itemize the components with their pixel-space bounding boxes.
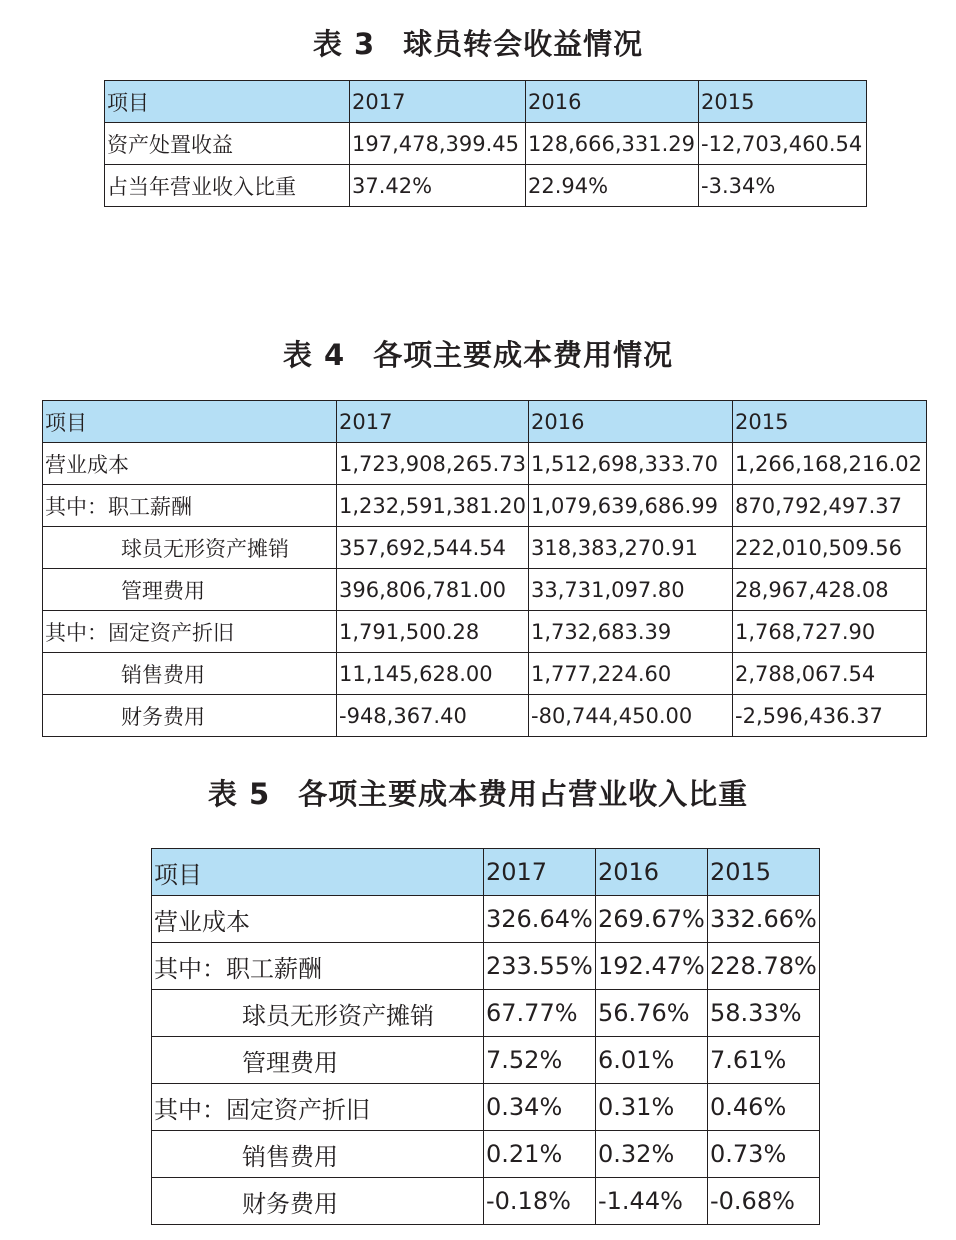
table-cell: 1,512,698,333.70 bbox=[529, 443, 733, 485]
table-cell: 269.67% bbox=[596, 896, 708, 943]
row-label: 财务费用 bbox=[43, 695, 337, 737]
header-cell: 2017 bbox=[350, 81, 526, 123]
table-cell: 228.78% bbox=[708, 943, 820, 990]
row-label: 资产处置收益 bbox=[105, 123, 350, 165]
table-cell: 0.73% bbox=[708, 1131, 820, 1178]
header-cell: 2016 bbox=[596, 849, 708, 896]
table-cell: 0.31% bbox=[596, 1084, 708, 1131]
table-header-row bbox=[43, 401, 927, 443]
table-cell: 1,232,591,381.20 bbox=[337, 485, 529, 527]
table-cell: 6.01% bbox=[596, 1037, 708, 1084]
table5 bbox=[151, 848, 820, 1225]
table-cell: -3.34% bbox=[699, 165, 867, 207]
table-cell: -12,703,460.54 bbox=[699, 123, 867, 165]
table-cell: 1,732,683.39 bbox=[529, 611, 733, 653]
row-label: 营业成本 bbox=[152, 896, 484, 943]
table-cell: 222,010,509.56 bbox=[733, 527, 927, 569]
header-cell: 2015 bbox=[708, 849, 820, 896]
header-cell: 项目 bbox=[105, 81, 350, 123]
table-cell: 318,383,270.91 bbox=[529, 527, 733, 569]
table-cell: -80,744,450.00 bbox=[529, 695, 733, 737]
table4 bbox=[42, 400, 927, 737]
table-row bbox=[105, 165, 867, 207]
table-row bbox=[43, 527, 927, 569]
table-cell: 357,692,544.54 bbox=[337, 527, 529, 569]
table-cell: 7.61% bbox=[708, 1037, 820, 1084]
table-row bbox=[43, 653, 927, 695]
row-label: 占当年营业收入比重 bbox=[105, 165, 350, 207]
table-cell: 1,777,224.60 bbox=[529, 653, 733, 695]
table-cell: 0.34% bbox=[484, 1084, 596, 1131]
table-row bbox=[152, 1178, 820, 1225]
table-cell: 22.94% bbox=[526, 165, 699, 207]
table-cell: 0.21% bbox=[484, 1131, 596, 1178]
row-label: 球员无形资产摊销 bbox=[152, 990, 484, 1037]
table-row bbox=[105, 123, 867, 165]
row-label: 其中：固定资产折旧 bbox=[43, 611, 337, 653]
header-cell: 2017 bbox=[337, 401, 529, 443]
table5-caption-number: 表 5 bbox=[207, 777, 271, 811]
table-row bbox=[43, 695, 927, 737]
table-cell: 11,145,628.00 bbox=[337, 653, 529, 695]
table-cell: 1,079,639,686.99 bbox=[529, 485, 733, 527]
header-cell: 2015 bbox=[733, 401, 927, 443]
table-row bbox=[43, 611, 927, 653]
row-label: 管理费用 bbox=[152, 1037, 484, 1084]
table-cell: 233.55% bbox=[484, 943, 596, 990]
table-cell: 197,478,399.45 bbox=[350, 123, 526, 165]
table-cell: -2,596,436.37 bbox=[733, 695, 927, 737]
table-row bbox=[152, 1131, 820, 1178]
table-header-row bbox=[152, 849, 820, 896]
table-row bbox=[43, 569, 927, 611]
table-cell: 1,266,168,216.02 bbox=[733, 443, 927, 485]
row-label: 管理费用 bbox=[43, 569, 337, 611]
row-label: 其中：固定资产折旧 bbox=[152, 1084, 484, 1131]
table-row bbox=[152, 943, 820, 990]
header-cell: 项目 bbox=[43, 401, 337, 443]
table-cell: 2,788,067.54 bbox=[733, 653, 927, 695]
table-cell: 33,731,097.80 bbox=[529, 569, 733, 611]
table4-caption-number: 表 4 bbox=[282, 338, 346, 372]
table-cell: 37.42% bbox=[350, 165, 526, 207]
row-label: 其中：职工薪酬 bbox=[152, 943, 484, 990]
table-row bbox=[43, 485, 927, 527]
table-row bbox=[152, 1037, 820, 1084]
table-row bbox=[152, 896, 820, 943]
table-cell: 1,768,727.90 bbox=[733, 611, 927, 653]
table-cell: 56.76% bbox=[596, 990, 708, 1037]
header-cell: 2015 bbox=[699, 81, 867, 123]
table-row bbox=[152, 1084, 820, 1131]
table3 bbox=[104, 80, 867, 207]
table-cell: 0.46% bbox=[708, 1084, 820, 1131]
header-cell: 2016 bbox=[526, 81, 699, 123]
header-cell: 2016 bbox=[529, 401, 733, 443]
row-label: 销售费用 bbox=[152, 1131, 484, 1178]
table-cell: -0.68% bbox=[708, 1178, 820, 1225]
table3-caption-number: 表 3 bbox=[312, 27, 376, 61]
header-cell: 2017 bbox=[484, 849, 596, 896]
table-cell: 326.64% bbox=[484, 896, 596, 943]
table5-caption bbox=[0, 772, 956, 813]
table-cell: -948,367.40 bbox=[337, 695, 529, 737]
row-label: 其中：职工薪酬 bbox=[43, 485, 337, 527]
table-cell: 67.77% bbox=[484, 990, 596, 1037]
table4-caption-title: 各项主要成本费用情况 bbox=[373, 338, 674, 372]
table-header-row bbox=[105, 81, 867, 123]
header-cell: 项目 bbox=[152, 849, 484, 896]
table3-caption bbox=[0, 22, 956, 63]
table-cell: 1,723,908,265.73 bbox=[337, 443, 529, 485]
table3-caption-title: 球员转会收益情况 bbox=[403, 27, 644, 61]
table5-caption-title: 各项主要成本费用占营业收入比重 bbox=[298, 777, 749, 811]
table-cell: 28,967,428.08 bbox=[733, 569, 927, 611]
row-label: 销售费用 bbox=[43, 653, 337, 695]
table-row bbox=[152, 990, 820, 1037]
table-cell: 870,792,497.37 bbox=[733, 485, 927, 527]
row-label: 球员无形资产摊销 bbox=[43, 527, 337, 569]
table-row bbox=[43, 443, 927, 485]
table4-caption bbox=[0, 333, 956, 374]
table-cell: 128,666,331.29 bbox=[526, 123, 699, 165]
table-cell: 192.47% bbox=[596, 943, 708, 990]
table-cell: 0.32% bbox=[596, 1131, 708, 1178]
row-label: 营业成本 bbox=[43, 443, 337, 485]
table-cell: 7.52% bbox=[484, 1037, 596, 1084]
table-cell: -0.18% bbox=[484, 1178, 596, 1225]
table-cell: 396,806,781.00 bbox=[337, 569, 529, 611]
table-cell: 1,791,500.28 bbox=[337, 611, 529, 653]
row-label: 财务费用 bbox=[152, 1178, 484, 1225]
table-cell: 58.33% bbox=[708, 990, 820, 1037]
table-cell: -1.44% bbox=[596, 1178, 708, 1225]
table-cell: 332.66% bbox=[708, 896, 820, 943]
